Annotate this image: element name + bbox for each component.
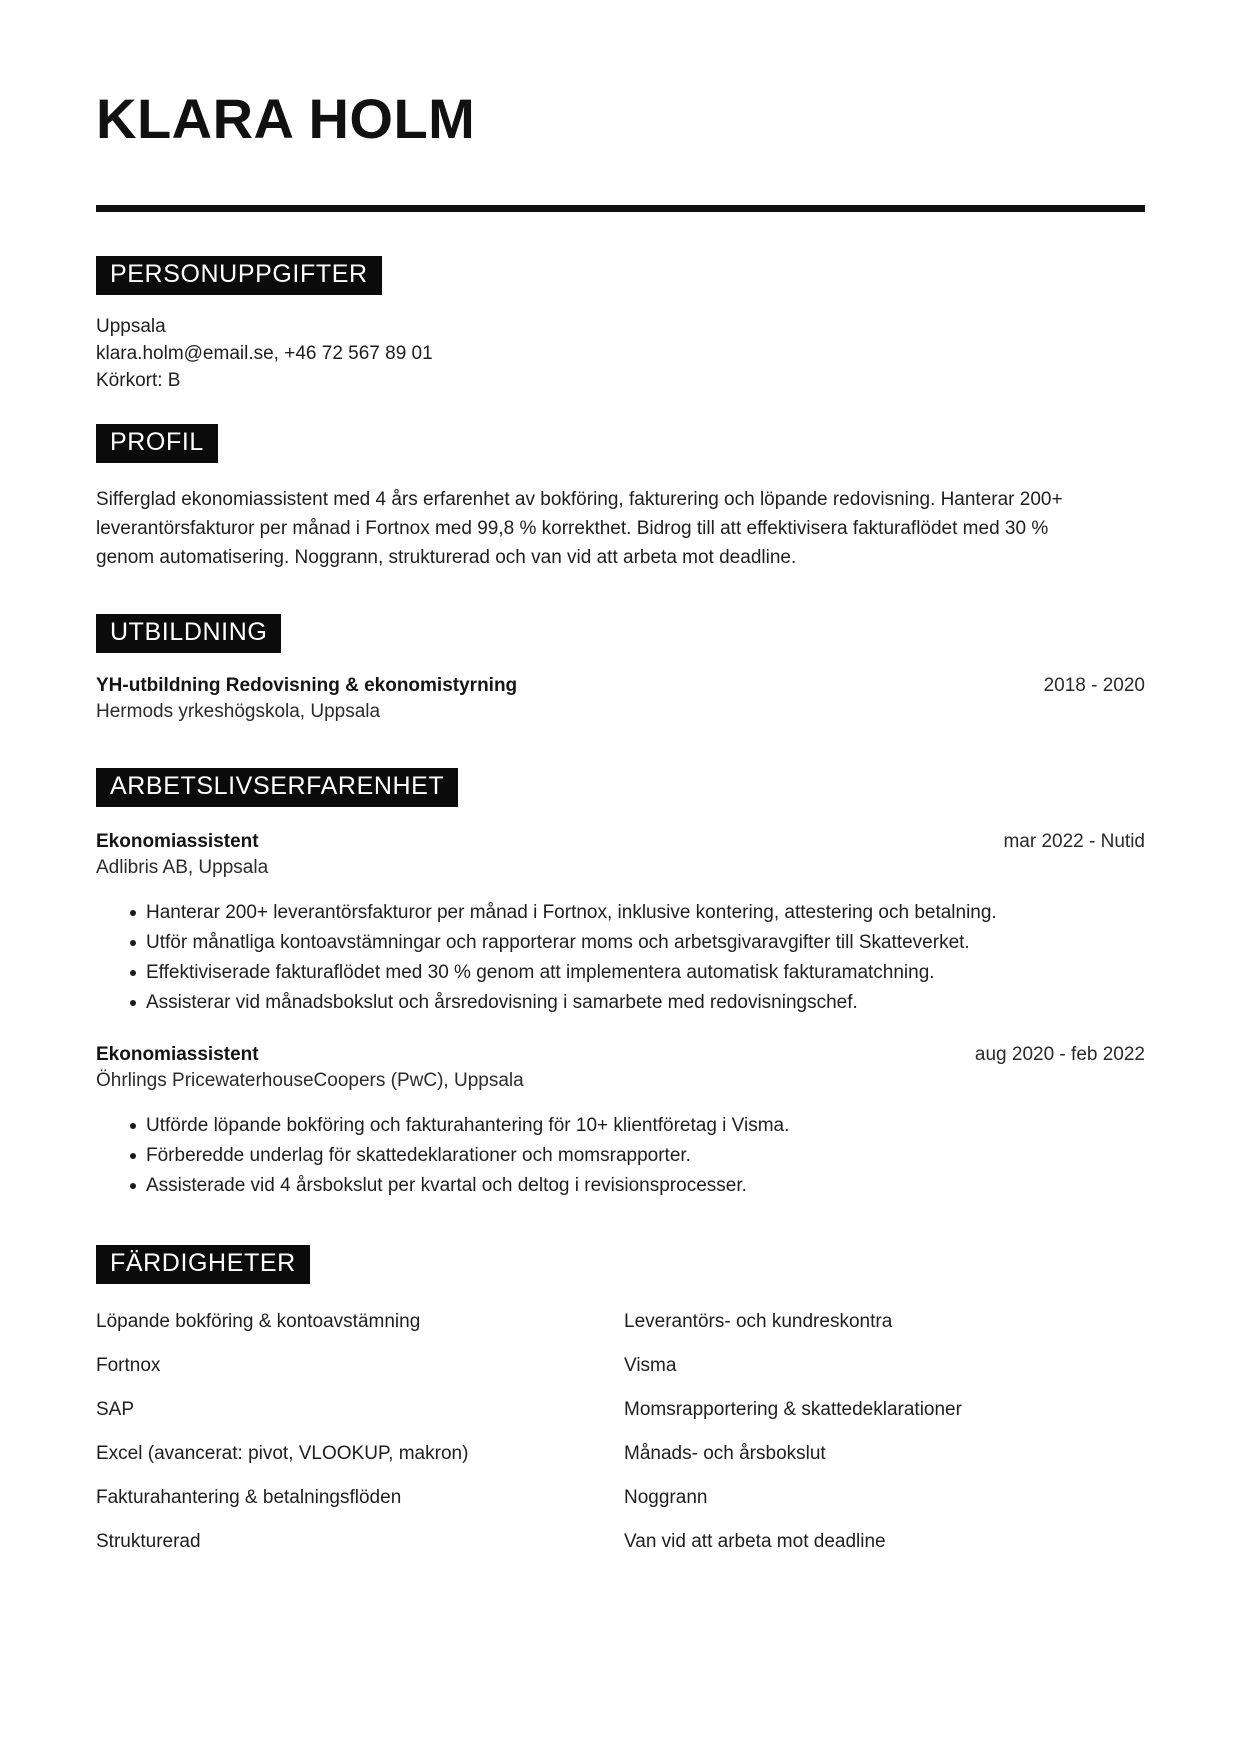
list-item: Assisterar vid månadsbokslut och årsredovisning i samarbete med redovisningschef. (130, 988, 1145, 1018)
section-heading-utbildning: UTBILDNING (96, 614, 281, 653)
experience-job-title: Ekonomiassistent (96, 830, 259, 852)
skill-item: Momsrapportering & skattedeklarationer (624, 1398, 962, 1420)
section-heading-arbetslivserfarenhet: ARBETSLIVSERFARENHET (96, 768, 458, 807)
section-personuppgifter (96, 256, 1145, 394)
skill-item: Excel (avancerat: pivot, VLOOKUP, makron) (96, 1442, 469, 1464)
skill-item: Van vid att arbeta mot deadline (624, 1530, 886, 1552)
section-heading-profil: PROFIL (96, 424, 218, 463)
experience-date-range: aug 2020 - feb 2022 (974, 1043, 1145, 1065)
experience-employer: Adlibris AB, Uppsala (96, 856, 269, 878)
personal-detail-contact: klara.holm@email.se, +46 72 567 89 01 (96, 342, 433, 364)
skill-item: Löpande bokföring & kontoavstämning (96, 1310, 421, 1332)
skill-item: Strukturerad (96, 1530, 201, 1552)
experience-employer: Öhrlings PricewaterhouseCoopers (PwC), Uppsala (96, 1069, 524, 1091)
experience-entry (96, 831, 1145, 1018)
section-utbildning (96, 614, 1145, 726)
profile-summary-text: Sifferglad ekonomiassistent med 4 års erfarenhet av bokföring, fakturering och löpande redovisning. Hanterar 200+ leverantörsfakturor per månad i Fortnox med 99,8 % korrekthet. Bidrog till att effektivisera fakturaflödet med 30 % genom automatisering. Noggrann, strukturerad och van vid att arbeta mot deadline. (96, 488, 1063, 568)
experience-job-title: Ekonomiassistent (96, 1043, 259, 1065)
skill-item: Fakturahantering & betalningsflöden (96, 1486, 402, 1508)
section-profil (96, 424, 1145, 572)
skills-grid (96, 1300, 1116, 1564)
experience-date-range: mar 2022 - Nutid (1003, 830, 1145, 852)
list-item: Förberedde underlag för skattedeklarationer och momsrapporter. (130, 1141, 1145, 1171)
section-heading-fardigheter: FÄRDIGHETER (96, 1245, 310, 1284)
header-divider (96, 205, 1145, 212)
list-item: Assisterade vid 4 årsbokslut per kvartal och deltog i revisionsprocesser. (130, 1171, 1145, 1201)
list-item: Utförde löpande bokföring och fakturahantering för 10+ klientföretag i Visma. (130, 1111, 1145, 1141)
section-arbetslivserfarenhet (96, 768, 1145, 1201)
personal-details-list (96, 313, 1145, 394)
experience-bullet-list (96, 1111, 1145, 1201)
skill-item: Noggrann (624, 1486, 708, 1508)
education-entry (96, 675, 1145, 726)
skill-item: Visma (624, 1354, 677, 1376)
skill-item: Leverantörs- och kundreskontra (624, 1310, 893, 1332)
education-school: Hermods yrkeshögskola, Uppsala (96, 700, 381, 722)
experience-bullet-list (96, 898, 1145, 1018)
list-item: Utför månatliga kontoavstämningar och rapporterar moms och arbetsgivaravgifter till Skatteverket. (130, 928, 1145, 958)
skill-item: Månads- och årsbokslut (624, 1442, 826, 1464)
list-item: Hanterar 200+ leverantörsfakturor per månad i Fortnox, inklusive kontering, attestering och betalning. (130, 898, 1145, 928)
education-program-title: YH-utbildning Redovisning & ekonomistyrning (96, 674, 518, 696)
personal-detail-city: Uppsala (96, 315, 166, 337)
section-heading-personuppgifter: PERSONUPPGIFTER (96, 256, 382, 295)
education-date-range: 2018 - 2020 (1043, 674, 1145, 696)
skill-item: SAP (96, 1398, 135, 1420)
section-fardigheter (96, 1245, 1145, 1564)
personal-detail-license: Körkort: B (96, 369, 181, 391)
experience-entry (96, 1044, 1145, 1201)
page-title: KLARA HOLM (96, 87, 476, 150)
list-item: Effektiviserade fakturaflödet med 30 % genom att implementera automatisk fakturamatchning. (130, 958, 1145, 988)
skill-item: Fortnox (96, 1354, 161, 1376)
